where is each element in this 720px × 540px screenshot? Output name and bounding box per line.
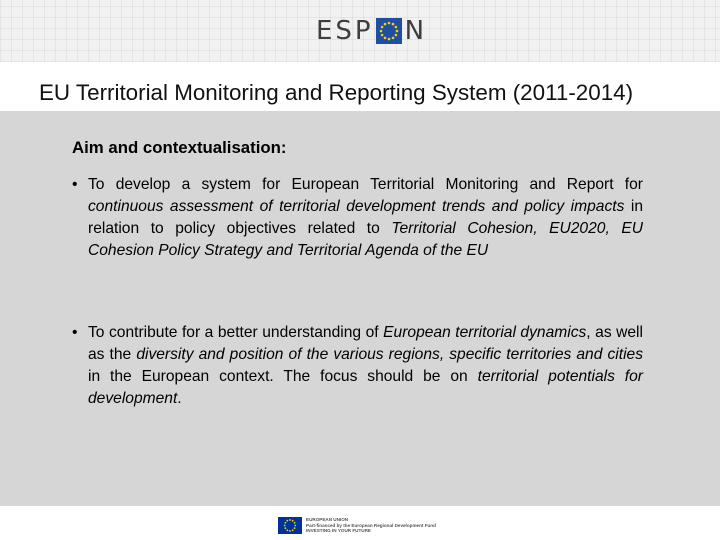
- espon-logo: [316, 14, 427, 48]
- slide-title: EU Territorial Monitoring and Reporting System (2011-2014): [39, 80, 634, 105]
- eu-flag-icon: [278, 517, 302, 534]
- eu-line-3: INVESTING IN YOUR FUTURE: [306, 528, 371, 533]
- bullet-text: [72, 174, 643, 262]
- logo-text-right: N: [404, 16, 428, 46]
- bullet-marker: •: [72, 176, 78, 193]
- eu-line-1: EUROPEAN UNION: [306, 517, 349, 522]
- bullet-text-segment-italic: diversity and position of the various regions, specific territories and cities: [136, 346, 643, 363]
- bullet-text-segment-italic: continuous assessment of territorial development trends and policy impacts: [88, 198, 625, 215]
- logo-text-left: ESP: [316, 16, 374, 46]
- content-panel: [0, 111, 720, 506]
- bullet-text-segment: in relation to policy objectives related to: [88, 198, 643, 237]
- bullet-text-segment-italic: Territorial Cohesion, EU2020, EU Cohesion Policy Strategy and Territorial Agenda of the EU: [88, 220, 643, 259]
- header-banner: [0, 0, 720, 62]
- bullet-marker: •: [72, 324, 78, 341]
- eu-line-2: Part-financed by the European Regional Development Fund: [306, 522, 436, 528]
- bullet-text-segment: To contribute for a better understanding of: [88, 324, 384, 341]
- bullet-text-segment: .: [177, 390, 182, 407]
- bullet-text-segment-italic: territorial potentials for development: [88, 368, 644, 407]
- logo-stars-icon: [376, 18, 402, 44]
- bullet-text-segment-italic: European territorial dynamics: [383, 324, 587, 341]
- section-heading: Aim and contextualisation:: [72, 138, 287, 157]
- eu-funding-text: [306, 517, 466, 534]
- bullet-text: [72, 322, 643, 410]
- bullet-text-segment: in the European context. The focus should be on: [88, 368, 478, 385]
- bullet-text-segment: To develop a system for European Territorial Monitoring and Report for: [88, 176, 643, 193]
- bullet-item-1: [72, 174, 643, 262]
- bullet-item-2: [72, 322, 643, 410]
- bullet-text-segment: , as well as the: [88, 324, 643, 363]
